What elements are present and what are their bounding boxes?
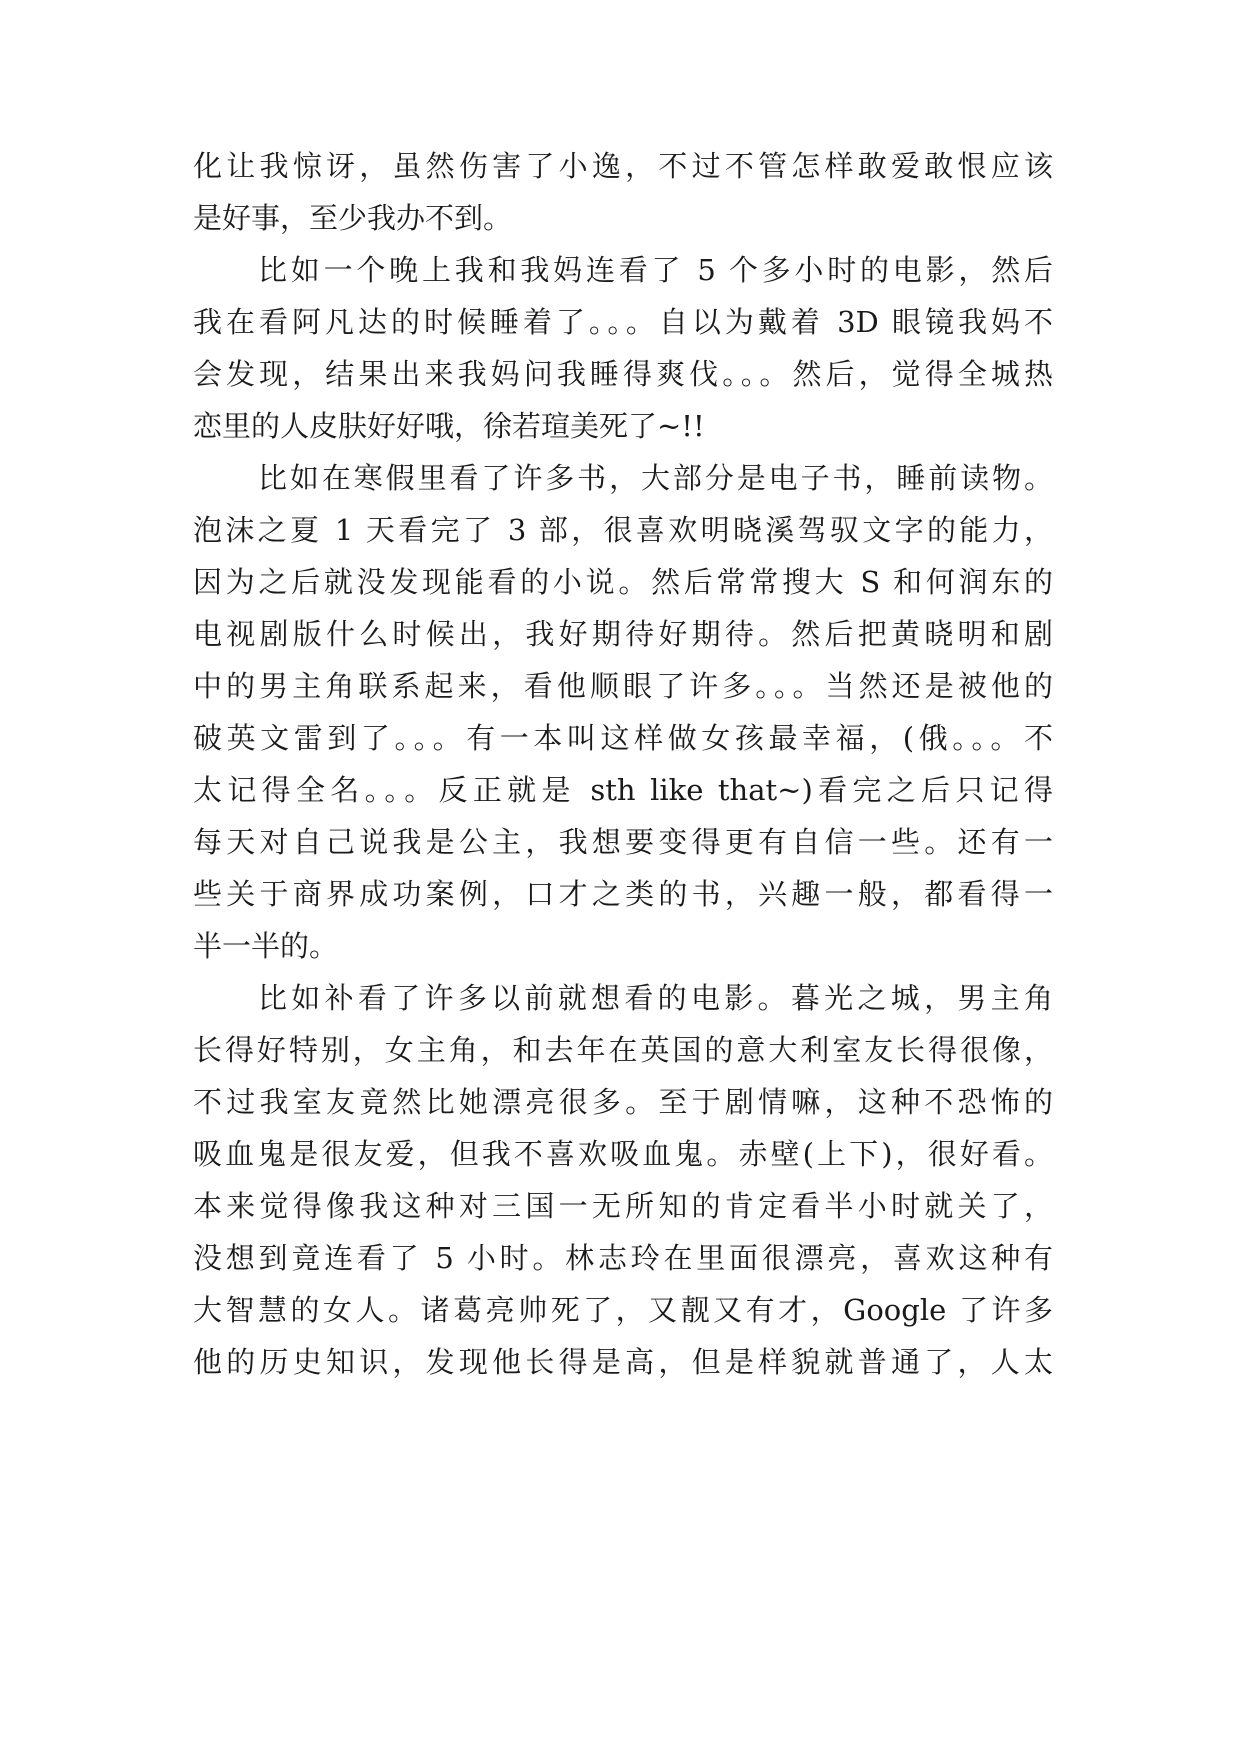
text-line: 太记得全名。。。反正就是 sth like that~)看完之后只记得 bbox=[193, 773, 1053, 807]
text-line: 因为之后就没发现能看的小说。然后常常搜大 S 和何润东的 bbox=[193, 565, 1053, 599]
text-line: 不过我室友竟然比她漂亮很多。至于剧情嘛，这种不恐怖的 bbox=[193, 1085, 1053, 1119]
paragraph-first-line: 比如在寒假里看了许多书，大部分是电子书，睡前读物。 bbox=[258, 461, 1053, 495]
text-line: 中的男主角联系起来，看他顺眼了许多。。。当然还是被他的 bbox=[193, 669, 1053, 703]
text-line: 破英文雷到了。。。有一本叫这样做女孩最幸福，(俄。。。不 bbox=[193, 721, 1053, 755]
text-line: 我在看阿凡达的时候睡着了。。。自以为戴着 3D 眼镜我妈不 bbox=[193, 305, 1053, 339]
text-line: 每天对自己说我是公主，我想要变得更有自信一些。还有一 bbox=[193, 825, 1053, 859]
text-line: 他的历史知识，发现他长得是高，但是样貌就普通了，人太 bbox=[193, 1345, 1053, 1379]
paragraph-first-line: 比如一个晚上我和我妈连看了 5 个多小时的电影，然后 bbox=[258, 253, 1053, 287]
text-line: 半一半的。 bbox=[193, 929, 339, 963]
text-line: 些关于商界成功案例，口才之类的书，兴趣一般，都看得一 bbox=[193, 877, 1053, 911]
text-line: 吸血鬼是很友爱，但我不喜欢吸血鬼。赤壁(上下)，很好看。 bbox=[193, 1137, 1053, 1171]
text-line: 本来觉得像我这种对三国一无所知的肯定看半小时就关了， bbox=[193, 1189, 1053, 1223]
text-line: 化让我惊讶，虽然伤害了小逸，不过不管怎样敢爱敢恨应该 bbox=[193, 149, 1053, 183]
text-line: 没想到竟连看了 5 小时。林志玲在里面很漂亮，喜欢这种有 bbox=[193, 1241, 1053, 1275]
text-line: 大智慧的女人。诸葛亮帅死了，又靓又有才，Google 了许多 bbox=[193, 1293, 1053, 1327]
text-line: 恋里的人皮肤好好哦，徐若瑄美死了~!! bbox=[193, 409, 705, 443]
text-line: 会发现，结果出来我妈问我睡得爽伐。。。然后，觉得全城热 bbox=[193, 357, 1053, 391]
text-line: 泡沫之夏 1 天看完了 3 部，很喜欢明晓溪驾驭文字的能力， bbox=[193, 513, 1053, 547]
paragraph-first-line: 比如补看了许多以前就想看的电影。暮光之城，男主角 bbox=[258, 981, 1053, 1015]
text-line: 电视剧版什么时候出，我好期待好期待。然后把黄晓明和剧 bbox=[193, 617, 1053, 651]
text-line: 是好事，至少我办不到。 bbox=[193, 201, 513, 235]
text-line: 长得好特别，女主角，和去年在英国的意大利室友长得很像， bbox=[193, 1033, 1053, 1067]
